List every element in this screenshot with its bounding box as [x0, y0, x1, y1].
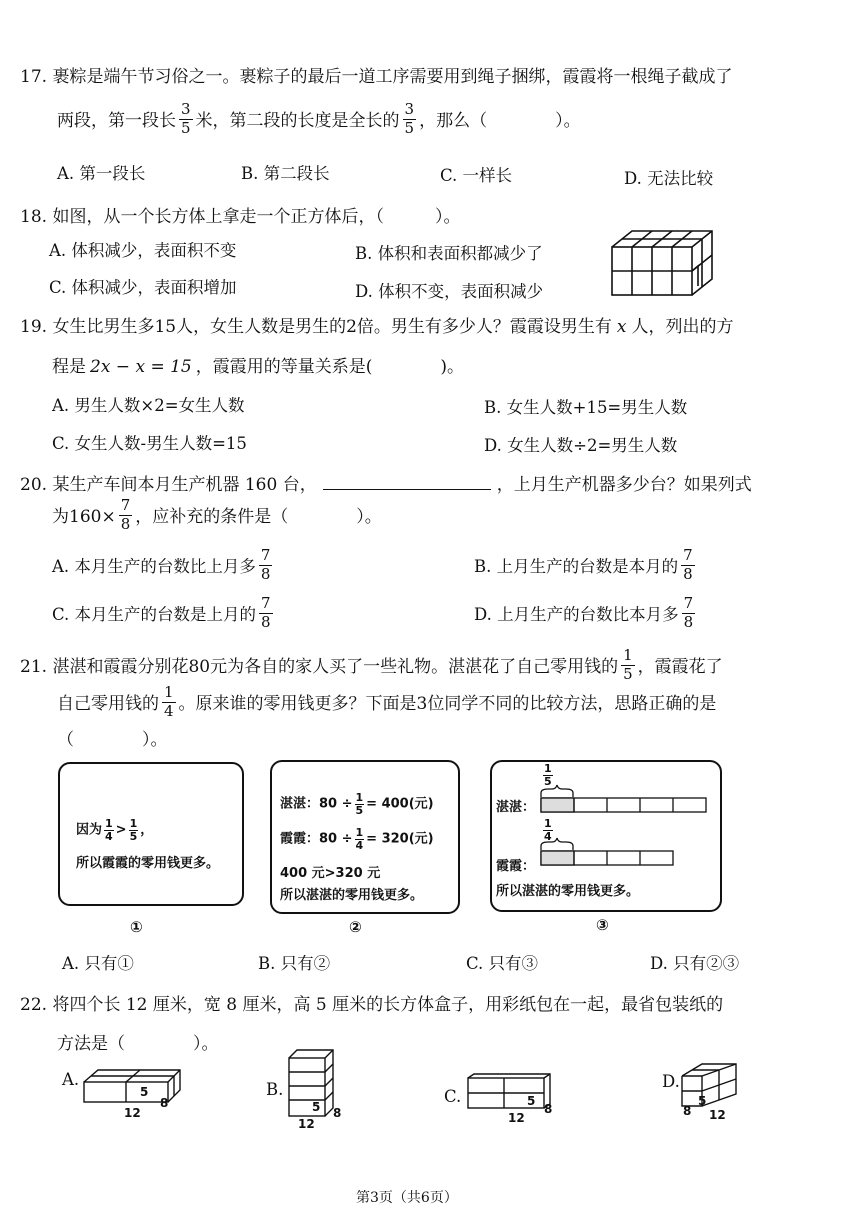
q18-option-a: A. 体积减少，表面积不变 [49, 241, 237, 260]
q19-line2 [52, 352, 464, 377]
dim-12: 12 [124, 1106, 141, 1120]
q19-line1 [20, 312, 733, 337]
label-2: ② [349, 918, 362, 936]
dim-5: 5 [698, 1094, 707, 1108]
dim-8: 8 [683, 1104, 692, 1118]
q18-option-b: B. 体积和表面积都减少了 [355, 244, 543, 263]
q19-option-c: C. 女生人数-男生人数=15 [52, 434, 247, 453]
q17-line2 [57, 100, 581, 139]
q21-text-d: 。原来谁的零用钱更多？下面是3位同学不同的比较方法，思路正确的是 [178, 693, 717, 714]
dim-12: 12 [508, 1111, 525, 1125]
dim-5: 5 [312, 1100, 321, 1114]
dim-12: 12 [298, 1117, 315, 1131]
box3-conclusion: 所以湛湛的零用钱更多。 [496, 884, 640, 899]
fraction: $\frac{1}{4}$ [164, 683, 174, 720]
box3-name-1: 湛湛： [496, 800, 536, 815]
dim-8: 8 [333, 1106, 342, 1120]
q19-text-c: 程是 [52, 357, 86, 377]
q22-option-c-label: C. [444, 1087, 462, 1106]
q21-line3: （ ）。 [57, 730, 168, 750]
fraction: $\frac{3}{5}$ [181, 100, 191, 137]
q17-line1: 17. 裹粽是端午节习俗之一。裹粽子的最后一道工序需要用到绳子捆绑，霞霞将一根绳子截成了 [20, 67, 733, 87]
q19-text-b: 人，列出的方 [631, 317, 734, 337]
q19-option-d: D. 女生人数÷2=男生人数 [484, 436, 678, 455]
q20-line1 [20, 470, 752, 495]
q18-stem: 18. 如图，从一个长方体上拿走一个正方体后，（ ）。 [20, 207, 461, 227]
q21-option-d: D. 只有②③ [650, 954, 740, 973]
answer-blank [323, 475, 491, 490]
equation: 2x − x = 15 [90, 357, 192, 377]
q21-option-c: C. 只有③ [466, 954, 539, 973]
q21-text-a: 21. 湛湛和霞霞分别花80元为各自的家人买了一些礼物。湛湛花了自己零用钱的 [20, 656, 619, 677]
q17-text-a: 两段，第一段长 [57, 110, 176, 131]
box3-mid-fraction: $\frac{1}{4}$ [544, 817, 552, 843]
q22-option-b-label: B. [266, 1080, 284, 1099]
box1-inequality: 因为 $\frac{1}{4}$ > $\frac{1}{5}$ ， [76, 817, 154, 843]
q21-option-a: A. 只有① [62, 954, 134, 973]
q17-option-b: B. 第二段长 [241, 164, 330, 183]
q20-option-c: C. 本月生产的台数是上月的 $\frac{7}{8}$ [52, 594, 271, 631]
box2-row3: 400 元>320 元 [280, 866, 381, 881]
q19-option-a: A. 男生人数×2=女生人数 [52, 396, 245, 415]
dim-8: 8 [160, 1096, 169, 1110]
q21-line1 [20, 646, 723, 685]
q22-figure-b [287, 1048, 335, 1118]
q21-text-c: 自己零用钱的 [57, 693, 159, 714]
page-footer: 第3页（共6页） [356, 1190, 458, 1206]
q19-text-d: ，霞霞用的等量关系是( )。 [195, 357, 464, 377]
q18-option-c: C. 体积减少，表面积增加 [49, 278, 237, 297]
dim-8: 8 [544, 1102, 553, 1116]
box2-conclusion: 所以湛湛的零用钱更多。 [280, 888, 424, 903]
dim-5: 5 [527, 1094, 536, 1108]
q20-option-b: B. 上月生产的台数是本月的 $\frac{7}{8}$ [474, 546, 693, 583]
q21-text-b: ，霞霞花了 [637, 656, 723, 677]
q20-line2 [52, 496, 382, 535]
q20-text-c: 为160× [52, 506, 116, 527]
q20-text-d: ，应补充的条件是（ ）。 [135, 506, 382, 527]
box1-conclusion: 所以霞霞的零用钱更多。 [76, 856, 220, 871]
box2-row2: 霞霞：80 ÷ $\frac{1}{4}$ = 320(元) [280, 826, 434, 852]
q20-option-a: A. 本月生产的台数比上月多 $\frac{7}{8}$ [52, 546, 271, 583]
fraction: $\frac{7}{8}$ [120, 496, 131, 533]
q22-line1: 22. 将四个长 12 厘米，宽 8 厘米，高 5 厘米的长方体盒子，用彩纸包在一起，最省包装纸的 [20, 995, 724, 1015]
fraction: $\frac{1}{5}$ [623, 646, 633, 683]
label-1: ① [130, 918, 143, 936]
dim-12: 12 [709, 1108, 726, 1122]
q17-option-d: D. 无法比较 [624, 169, 714, 188]
box3-bar-diagram [538, 785, 714, 865]
q21-option-b: B. 只有② [258, 954, 331, 973]
q22-option-a-label: A. [62, 1070, 80, 1089]
label-3: ③ [596, 916, 609, 934]
q22-line2: 方法是（ ）。 [57, 1034, 219, 1054]
dim-5: 5 [140, 1085, 149, 1099]
q20-text-b: ，上月生产机器多少台？如果列式 [496, 475, 752, 495]
q21-line2 [57, 683, 717, 722]
fraction: $\frac{3}{5}$ [404, 100, 415, 137]
q22-figure-c [466, 1072, 556, 1110]
box3-top-fraction: $\frac{1}{5}$ [544, 762, 552, 788]
q18-option-d: D. 体积不变，表面积减少 [355, 282, 544, 301]
q17-text-c: ，那么（ ）。 [419, 110, 581, 131]
q17-text-b: 米，第二段的长度是全长的 [195, 110, 400, 131]
q20-text-a: 20. 某生产车间本月生产机器 160 台， [20, 475, 317, 495]
box2-row1: 湛湛：80 ÷ $\frac{1}{5}$ = 400(元) [280, 791, 434, 817]
q22-option-d-label: D. [662, 1072, 680, 1091]
q17-option-a: A. 第一段长 [57, 164, 146, 183]
q19-option-b: B. 女生人数+15=男生人数 [484, 398, 688, 417]
box3-name-2: 霞霞： [496, 859, 536, 874]
q19-text-a: 19. 女生比男生多15人，女生人数是男生的2倍。男生有多少人？霞霞设男生有 [20, 317, 612, 337]
q20-option-d: D. 上月生产的台数比本月多 $\frac{7}{8}$ [474, 594, 694, 631]
variable-x: x [616, 317, 627, 337]
q17-option-c: C. 一样长 [440, 166, 513, 185]
q22-figure-d [680, 1062, 740, 1110]
cuboid-figure [610, 228, 720, 298]
